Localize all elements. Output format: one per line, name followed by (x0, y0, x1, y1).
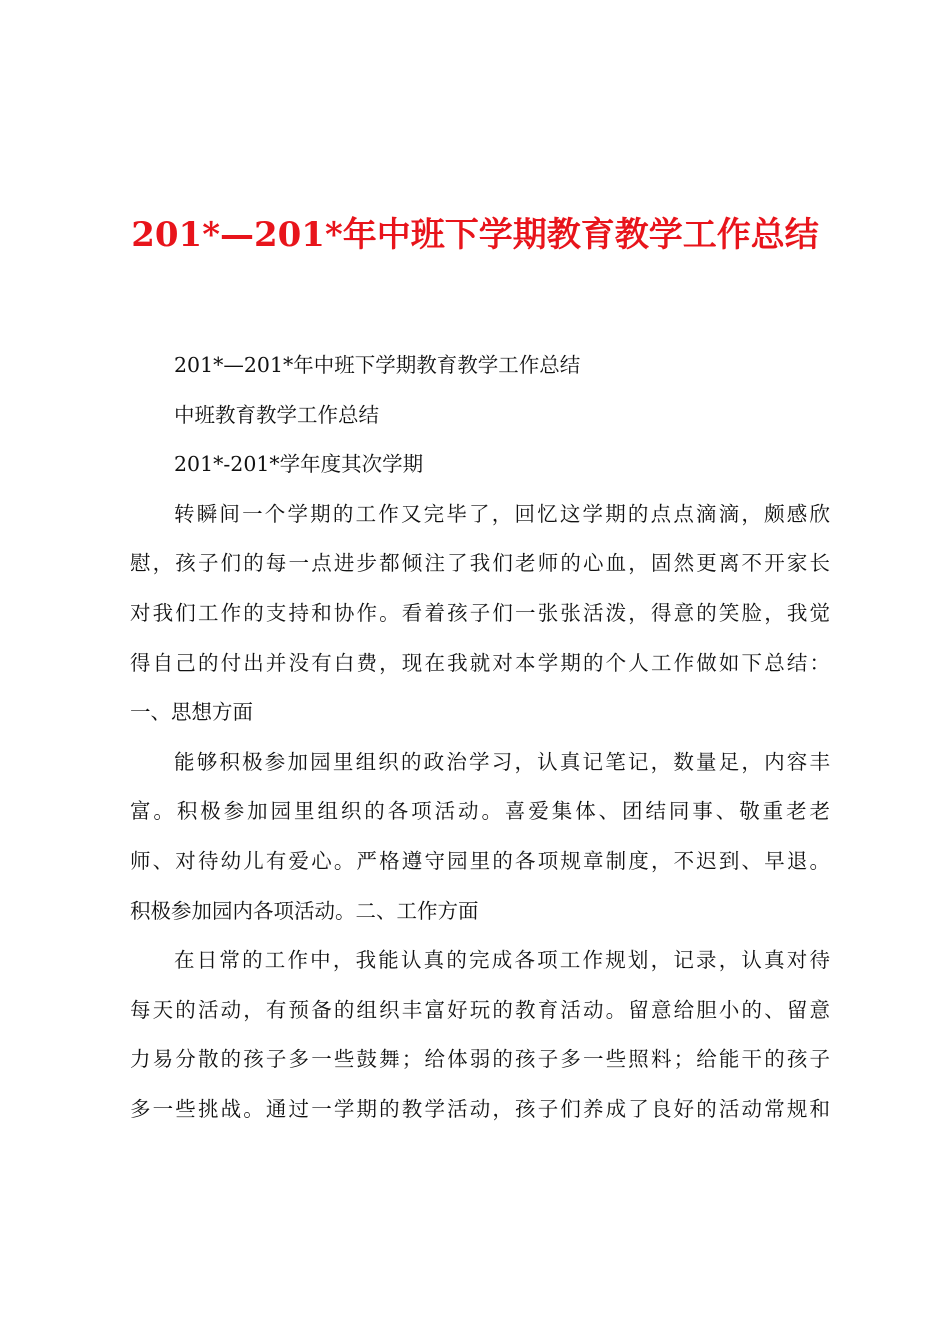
body-line: 力易分散的孩子多一些鼓舞；给体弱的孩子多一些照料；给能干的孩子 (130, 1047, 830, 1072)
body-line: 慰，孩子们的每一点进步都倾注了我们老师的心血，固然更离不开家长 (130, 551, 830, 576)
body-line: 在日常的工作中，我能认真的完成各项工作规划，记录，认真对待 (174, 948, 830, 973)
body-line-heading: 201*—201*年中班下学期教育教学工作总结 (174, 353, 581, 377)
body-line: 对我们工作的支持和协作。看着孩子们一张张活泼，得意的笑脸，我觉 (130, 600, 830, 625)
body-line: 富。积极参加园里组织的各项活动。喜爱集体、团结同事、敬重老老 (130, 799, 830, 824)
document-title: 201*—201*年中班下学期教育教学工作总结 (131, 215, 819, 255)
body-line: 得自己的付出并没有白费，现在我就对本学期的个人工作做如下总结： (130, 650, 830, 675)
body-line: 师、对待幼儿有爱心。严格遵守园里的各项规章制度，不迟到、早退。 (130, 848, 830, 873)
body-line: 积极参加园内各项活动。二、工作方面 (130, 898, 479, 923)
document-body (130, 341, 830, 1135)
body-line-term: 201*-201*学年度其次学期 (174, 452, 424, 477)
body-line-subheading: 中班教育教学工作总结 (174, 402, 379, 427)
section-heading-thought: 一、思想方面 (130, 700, 253, 725)
body-line: 每天的活动，有预备的组织丰富好玩的教育活动。留意给胆小的、留意 (130, 997, 830, 1022)
body-line: 能够积极参加园里组织的政治学习，认真记笔记，数量足，内容丰 (174, 749, 830, 774)
body-line: 多一些挑战。通过一学期的教学活动，孩子们养成了良好的活动常规和 (130, 1096, 830, 1121)
body-line: 转瞬间一个学期的工作又完毕了，回忆这学期的点点滴滴，颇感欣 (174, 501, 830, 526)
